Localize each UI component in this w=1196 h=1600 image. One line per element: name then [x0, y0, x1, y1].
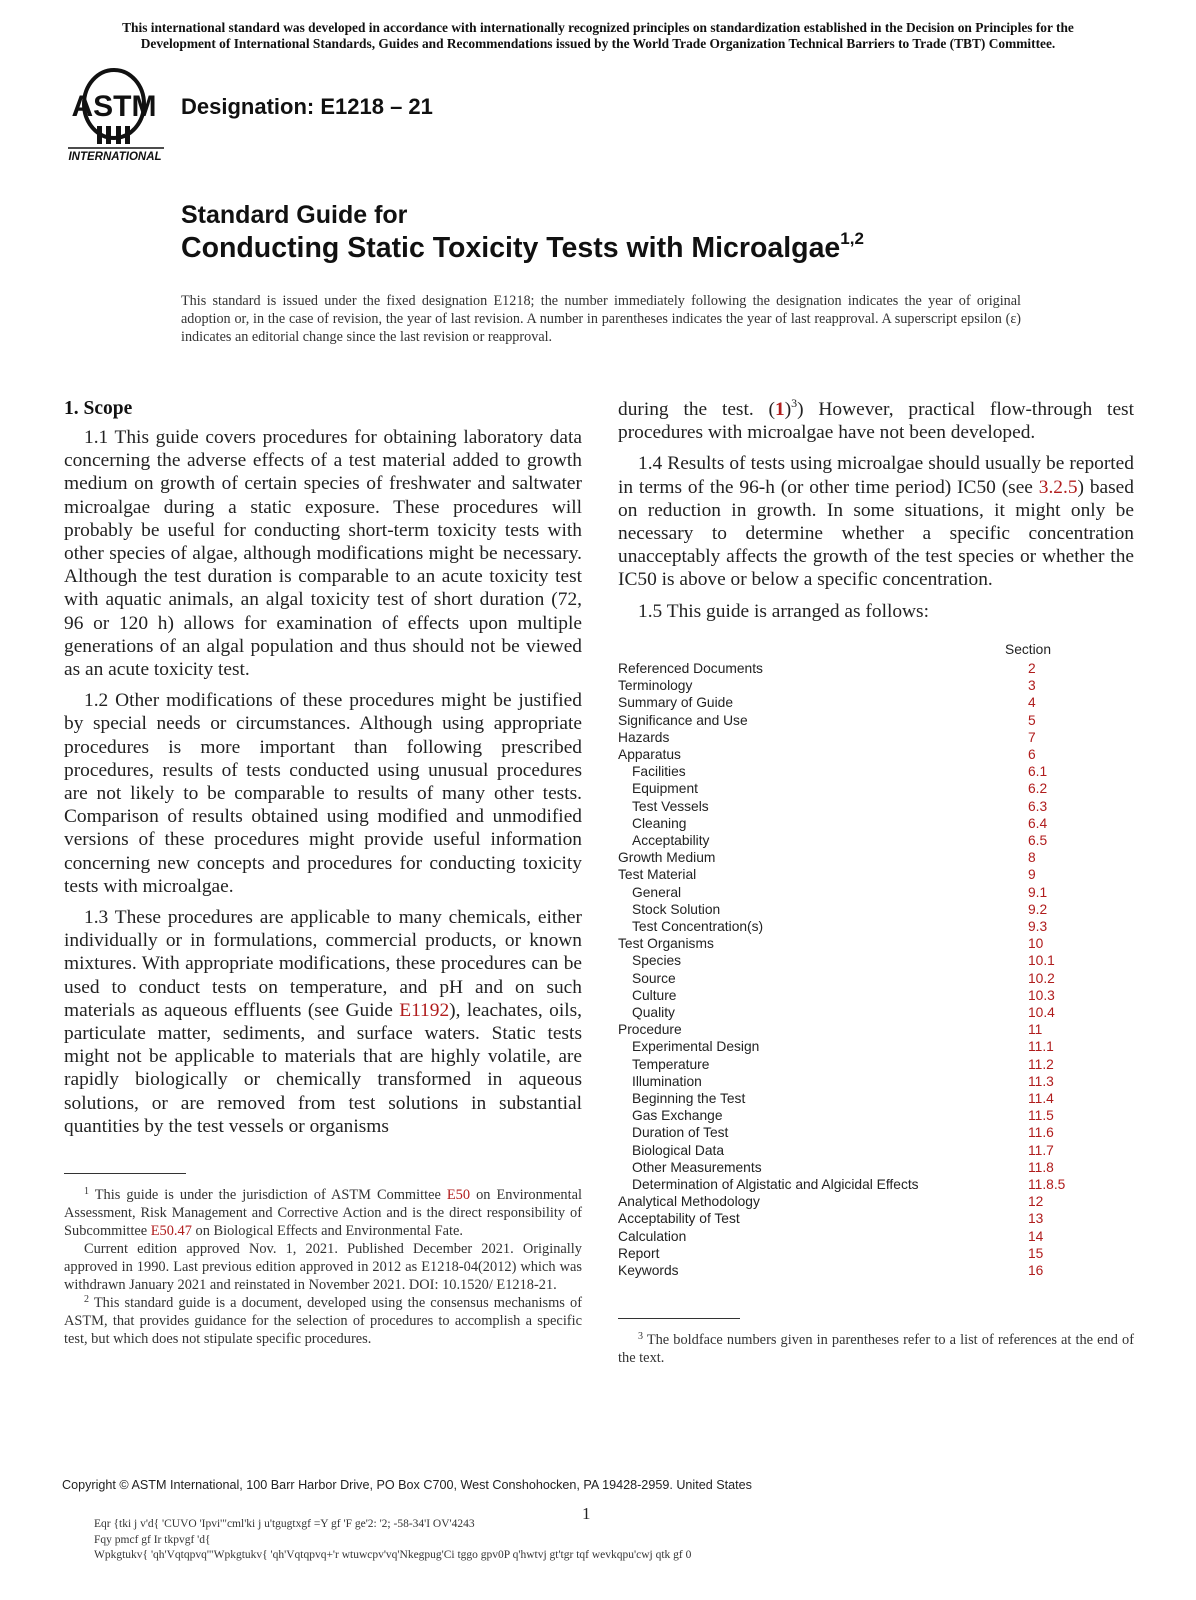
footnote-rule-right: [618, 1318, 740, 1319]
toc-entry-label: Beginning the Test: [632, 1091, 746, 1106]
toc-entry-section-link[interactable]: 11.8.5: [1028, 1177, 1066, 1192]
left-footnotes: [64, 1173, 582, 1348]
toc-entry-label: Facilities: [632, 764, 686, 779]
footnote-2-marker: 2: [84, 1294, 89, 1305]
footnote-rule: [64, 1173, 186, 1174]
paragraph-1-3-cont-text-a: during the test. (: [618, 399, 775, 420]
toc-entry-section-link[interactable]: 15: [1028, 1246, 1044, 1261]
link-e1192[interactable]: E1192: [399, 999, 450, 1021]
toc-entry-label: Calculation: [618, 1229, 687, 1244]
title-superscript: 1,2: [840, 229, 864, 248]
toc-entry-label: Acceptability: [632, 833, 710, 848]
toc-entry-section-link[interactable]: 11.1: [1028, 1039, 1054, 1054]
toc-entry-section-link[interactable]: 11.3: [1028, 1074, 1054, 1089]
license-stamp-line3: Wpkgtukv{ 'qh'Vqtqpvq'"Wpkgtukv{ 'qh'Vqtqpvq+'r wtuwcpv'vq'Nkegpug'Ci tggo gpv0P q'hwtvj gt'tgr tqf wevkqpu'cwj qtk gf 0: [94, 1549, 692, 1561]
toc-entry-section-link[interactable]: 6.2: [1028, 781, 1048, 796]
link-reference-1[interactable]: 1: [774, 399, 785, 420]
toc-entry-label: Test Vessels: [632, 799, 709, 814]
toc-entry-section-link[interactable]: 11: [1028, 1022, 1043, 1037]
toc-entry-label: Other Measurements: [632, 1160, 762, 1175]
toc-entry-section-link[interactable]: 10.4: [1028, 1005, 1055, 1020]
toc-entry-label: Temperature: [632, 1057, 710, 1072]
toc-entry-section-link[interactable]: 10.1: [1028, 953, 1055, 968]
toc-entry-section-link[interactable]: 11.4: [1028, 1091, 1054, 1106]
right-footnotes: [618, 1318, 1134, 1367]
toc-entry-section-link[interactable]: 3: [1028, 678, 1036, 693]
toc-entry-section-link[interactable]: 8: [1028, 850, 1036, 865]
copyright-line: Copyright © ASTM International, 100 Barr Harbor Drive, PO Box C700, West Conshohocken, PA 19428-2959. United States: [62, 1478, 752, 1492]
toc-entry-section-link[interactable]: 9.2: [1028, 902, 1048, 917]
toc-entry-label: Report: [618, 1246, 660, 1261]
toc-entry-section-link[interactable]: 12: [1028, 1194, 1044, 1209]
license-stamp-line1: Eqr {tki j v'd{ 'CUVO 'Ipvi'"cml'ki j u'tgugtxgf =Y gf 'F ge'2: '2; -58-34'I OV'4243: [94, 1518, 475, 1530]
toc-entry-section-link[interactable]: 6.5: [1028, 833, 1048, 848]
toc-entry-section-link[interactable]: 7: [1028, 730, 1036, 745]
toc-entry-label: Terminology: [618, 678, 693, 693]
toc-entry-section-link[interactable]: 6.1: [1028, 764, 1048, 779]
designation: Designation: E1218 – 21: [181, 94, 433, 119]
astm-logo: [64, 68, 166, 164]
toc-entry-section-link[interactable]: 11.6: [1028, 1125, 1054, 1140]
edition-note: Current edition approved Nov. 1, 2021. Published December 2021. Originally approved in 1990. Last previous edition approved in 2012 as E1218-04(2012) which was withdrawn January 2021 and reinstated in November 2021. DOI: 10.1520/ E1218-21.: [64, 1241, 582, 1293]
footnote-1-text-c: on Biological Effects and Environmental Fate.: [191, 1223, 463, 1239]
astm-logo-letters: ASTM: [71, 90, 157, 123]
toc-entry-label: Culture: [632, 988, 677, 1003]
toc-entry-label: Cleaning: [632, 816, 687, 831]
toc-entry-label: Procedure: [618, 1022, 682, 1037]
toc-entry-label: Biological Data: [632, 1143, 725, 1158]
wto-notice-line1: This international standard was developed in accordance with internationally recognized principles on standardization established in the Decision on Principles for the: [122, 20, 1074, 35]
link-3-2-5[interactable]: 3.2.5: [1038, 476, 1078, 498]
paragraph-1-4-text-a: 1.4 Results of tests using microalgae should usually be reported in terms of the 96-h (or other time period) IC50 (see: [618, 453, 1134, 498]
footnote-3-marker: 3: [791, 396, 798, 410]
toc-section-header: Section: [1005, 642, 1052, 657]
paragraph-1-3-cont-text-b: ) However, practical flow-through test procedures with microalgae have not been developed.: [618, 399, 1134, 444]
toc-entry-section-link[interactable]: 10.3: [1028, 988, 1055, 1003]
toc-entry-label: Apparatus: [618, 747, 681, 762]
paragraph-1-4: [618, 452, 1134, 591]
right-column: [618, 398, 1134, 623]
astm-logo-subtext: INTERNATIONAL: [68, 151, 162, 163]
paragraph-1-1: 1.1 This guide covers procedures for obtaining laboratory data concerning the adverse effects of a test material added to growth medium on growth of certain species of freshwater and saltwater microalgae during a static exposure. These procedures will probably be useful for conducting short-term toxicity tests with other species of algae, although modifications might be necessary. Although the test duration is comparable to an acute toxicity test with aquatic animals, an algal toxicity test of short duration (72, 96 or 120 h) allows for examination of effects upon multiple generations of an algal population and thus should not be viewed as an acute toxicity test.: [64, 427, 582, 681]
toc-entry-section-link[interactable]: 4: [1028, 695, 1036, 710]
toc-entry-label: Significance and Use: [618, 713, 748, 728]
toc-entry-section-link[interactable]: 14: [1028, 1229, 1044, 1244]
toc-entry-section-link[interactable]: 11.5: [1028, 1108, 1054, 1123]
toc-entry-section-link[interactable]: 9.3: [1028, 919, 1048, 934]
section-heading-scope: 1. Scope: [64, 398, 133, 419]
page-number: 1: [582, 1504, 591, 1523]
toc-entry-section-link[interactable]: 9.1: [1028, 885, 1048, 900]
link-e50-47[interactable]: E50.47: [150, 1223, 192, 1239]
left-column: [64, 398, 582, 1138]
toc-entry-section-link[interactable]: 10: [1028, 936, 1044, 951]
wto-notice-line2: Development of International Standards, Guides and Recommendations issued by the World Trade Organization Technical Barriers to Trade (TBT) Committee.: [140, 36, 1056, 51]
toc-entry-label: Hazards: [618, 730, 670, 745]
toc-entry-label: Duration of Test: [632, 1125, 729, 1140]
toc-entry-label: Test Concentration(s): [632, 919, 764, 934]
toc-entry-label: Summary of Guide: [618, 695, 734, 710]
paragraph-1-5: 1.5 This guide is arranged as follows:: [638, 600, 929, 622]
toc-entry-label: Referenced Documents: [618, 661, 763, 676]
link-e50[interactable]: E50: [446, 1187, 471, 1203]
license-stamp-line2: Fqy pmcf gf Ir tkpvgf 'd{: [94, 1533, 211, 1546]
toc-entry-section-link[interactable]: 11.8: [1028, 1160, 1054, 1175]
title-line2-text: Conducting Static Toxicity Tests with Microalgae: [181, 232, 841, 264]
toc-entry-section-link[interactable]: 11.7: [1028, 1143, 1054, 1158]
toc-entry-section-link[interactable]: 10.2: [1028, 971, 1055, 986]
toc-entry-section-link[interactable]: 6: [1028, 747, 1036, 762]
paragraph-1-3-text-b: ), leachates, oils, particulate matter, sediments, and surface waters. Static tests might not be applicable to materials that are highly volatile, are rapidly biologically or chemically transformed in aqueous solutions, or are removed from test solutions in substantial quantities by the test vessels or organisms: [64, 999, 582, 1137]
toc-entry-label: Growth Medium: [618, 850, 716, 865]
paragraph-1-3-continued: [618, 398, 1134, 444]
footnote-2: [64, 1294, 582, 1348]
toc-entry-label: Acceptability of Test: [618, 1211, 740, 1226]
toc-entry-section-link[interactable]: 13: [1028, 1211, 1044, 1226]
paragraph-1-3-cont-close: ): [784, 399, 792, 420]
title-line2: [181, 231, 864, 265]
footnote-3-sup: 3: [638, 1331, 643, 1342]
toc-entry-label: Experimental Design: [632, 1039, 760, 1054]
toc-entry-section-link[interactable]: 2: [1028, 661, 1036, 676]
toc-entry-label: Test Organisms: [618, 936, 714, 951]
footnote-3-text: The boldface numbers given in parentheses refer to a list of references at the end of the text.: [618, 1332, 1134, 1366]
issued-note: This standard is issued under the fixed designation E1218; the number immediately following the designation indicates the year of original adoption or, in the case of revision, the year of last revision. A number in parentheses indicates the year of last reapproval. A superscript epsilon (ε) indicates an editorial change since the last revision or reapproval.: [181, 293, 1021, 345]
toc-entry-label: Source: [632, 971, 676, 986]
document-title: [181, 200, 864, 265]
footnote-2-text: This standard guide is a document, developed using the consensus mechanisms of ASTM, that provides guidance for the selection of procedures to accomplish a specific test, but which does not stipulate specific procedures.: [64, 1295, 582, 1347]
footnote-1-text-a: This guide is under the jurisdiction of ASTM Committee: [89, 1187, 447, 1203]
toc-entry-label: Stock Solution: [632, 902, 721, 917]
toc-entry-label: Equipment: [632, 781, 698, 796]
paragraph-1-3-text-a: 1.3 These procedures are applicable to many chemicals, either individually or in formulations, commercial products, or known mixtures. With appropriate modifications, these procedures can be used to conduct tests on temperature, and pH and on such materials as aqueous effluents (see Guide: [64, 907, 582, 1021]
footnote-1: [64, 1186, 582, 1240]
title-line1: Standard Guide for: [181, 201, 408, 229]
toc-entry-section-link[interactable]: 5: [1028, 713, 1036, 728]
toc-entry-section-link[interactable]: 16: [1028, 1263, 1044, 1278]
footnote-1-marker: 1: [84, 1186, 89, 1197]
paragraph-1-2: 1.2 Other modifications of these procedures might be justified by special needs or circumstances. Although using appropriate procedures is more important than following prescribed procedures, results of tests conducted using unusual procedures are not likely to be comparable to results of many other tests. Comparison of results obtained using modified and unmodified versions of these procedures might provide useful information concerning new concepts and procedures for conducting toxicity tests with microalgae.: [64, 690, 582, 897]
wto-notice: [62, 20, 1134, 52]
paragraph-1-4-text-b: ) based on reduction in growth. In some situations, it might only be necessary to determine whether a specific concentration unacceptably affects the growth of the test species or whether the IC50 is above or below a specific concentration.: [618, 476, 1134, 591]
toc-entry-section-link[interactable]: 6.4: [1028, 816, 1048, 831]
toc-entry-label: Keywords: [618, 1263, 679, 1278]
paragraph-1-3: [64, 906, 582, 1138]
toc-entry-label: Determination of Algistatic and Algicidal Effects: [632, 1177, 919, 1192]
license-stamp: [94, 1517, 691, 1564]
toc-entry-label: Illumination: [632, 1074, 702, 1089]
toc-entry-label: Gas Exchange: [632, 1108, 723, 1123]
toc-entry-section-link[interactable]: 11.2: [1028, 1057, 1054, 1072]
toc-entry-label: Analytical Methodology: [618, 1194, 760, 1209]
toc-entry-label: Test Material: [618, 867, 697, 882]
footnote-1-text-b: on Environmental Assessment, Risk Management and Corrective Action and is the direct responsibility of Subcommittee: [64, 1187, 582, 1239]
astm-logo-mark: [64, 68, 166, 164]
toc-entry-label: General: [632, 885, 682, 900]
toc-entry-label: Species: [632, 953, 682, 968]
toc-entry-label: Quality: [632, 1005, 675, 1020]
toc-entry-section-link[interactable]: 6.3: [1028, 799, 1048, 814]
footnote-3: [618, 1331, 1134, 1367]
toc-entry-section-link[interactable]: 9: [1028, 867, 1036, 882]
